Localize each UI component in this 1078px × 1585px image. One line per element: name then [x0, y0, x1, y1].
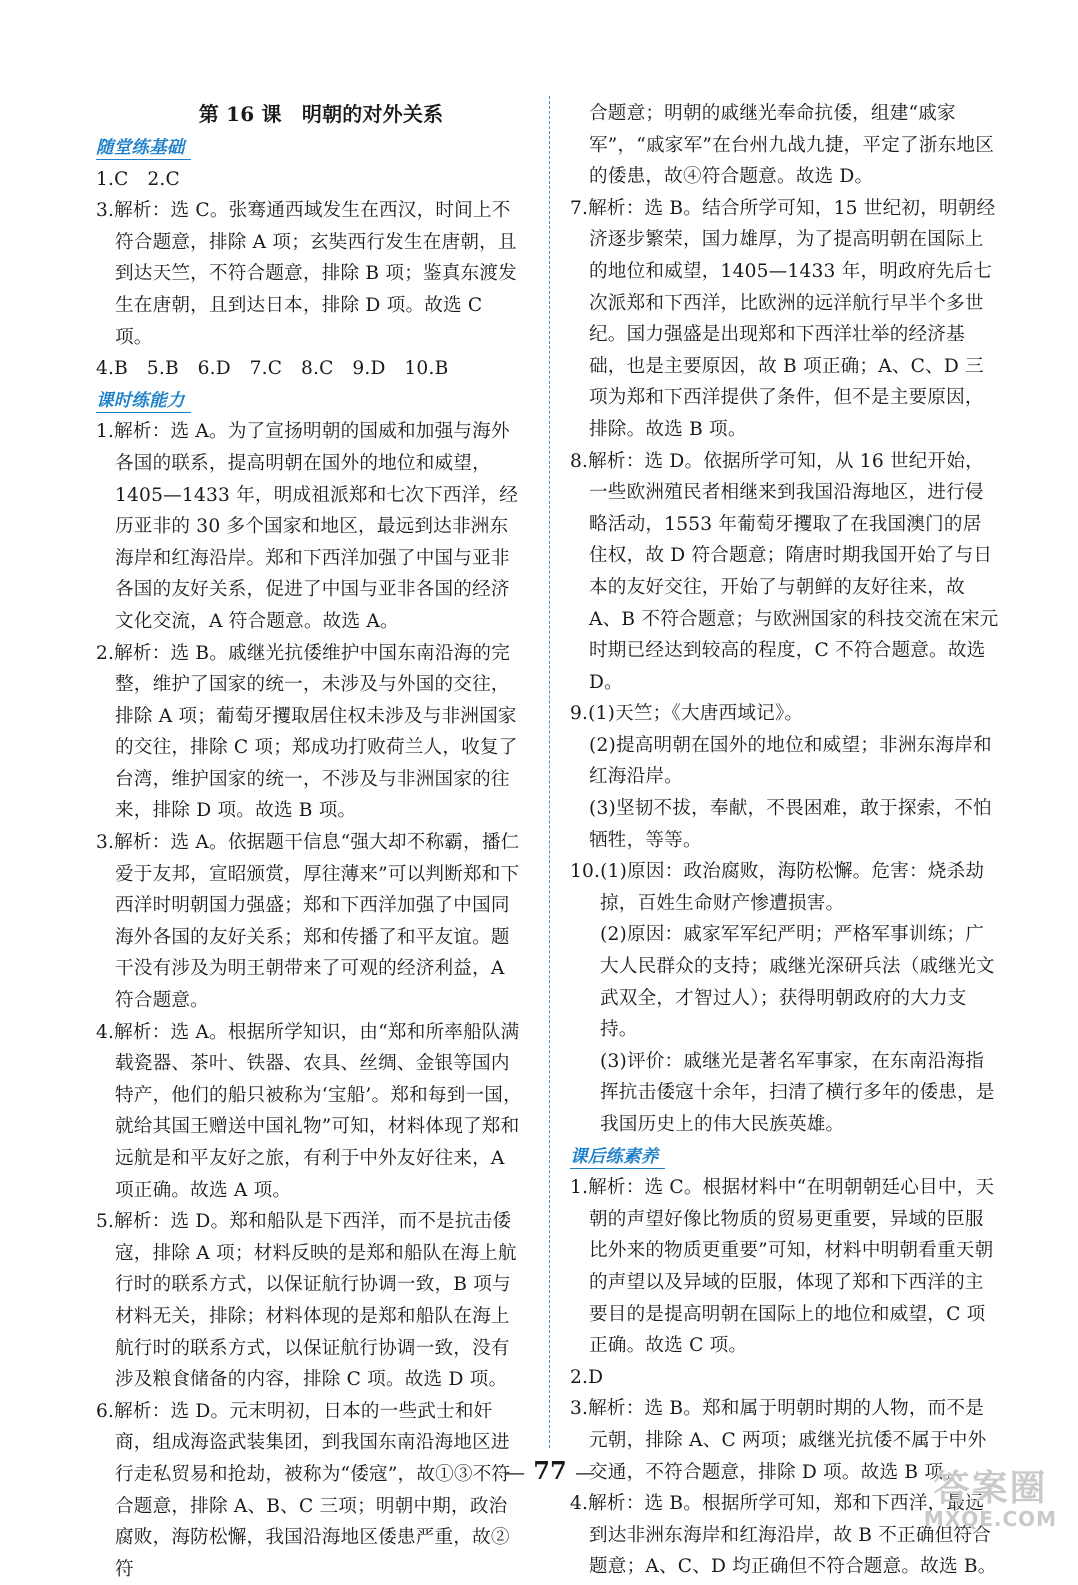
lesson-title: 第 16 课 明朝的对外关系	[198, 102, 444, 126]
answer-item: 1.C 2.C	[96, 168, 180, 190]
answer-item: 8.解析：选 D。依据所学可知，从 16 世纪开始，一些欧洲殖民者相继来到我国沿海地区，进行侵略活动，1553 年葡萄牙攫取了在我国澳门的居住权，故 D 符合题意；隋唐时期我国开始了与日本的友好交往，开始了与朝鲜的友好往来，故 A、B 不符合题意；与欧洲国家的科技交流在宋元时期已经达到较高的程度，C 不符合题意。故选 D。	[570, 450, 999, 693]
watermark-logo-text: 答案圈	[933, 1468, 1048, 1509]
answer-item: 7.解析：选 B。结合所学可知，15 世纪初，明朝经济逐步繁荣，国力雄厚，为了提高明朝在国际上的地位和威望，1405—1433 年，明政府先后七次派郑和下西洋，比欧洲的远洋航行早半个多世纪。国力强盛是出现郑和下西洋壮举的经济基础，也是主要原因，故 B 项正确；A、C、D 三项为郑和下西洋提供了条件，但不是主要原因，排除。故选 B 项。	[570, 197, 996, 440]
answer-subitem: (3)评价：戚继光是著名军事家，在东南沿海指挥抗击倭寇十余年，扫清了横行多年的倭患，是我国历史上的伟大民族英雄。	[600, 1050, 995, 1135]
page-number	[500, 1455, 600, 1488]
answer-item: 9.(1)天竺；《大唐西域记》。	[570, 703, 804, 725]
section-heading-literacy: 课后练素养	[570, 1144, 665, 1170]
answer-item: 10.(1)原因：政治腐败，海防松懈。危害：烧杀劫掠，百姓生命财产惨遭损害。	[570, 861, 985, 914]
watermark-domain: MXQE.COM	[923, 1507, 1058, 1531]
page-number-value: 77	[533, 1456, 567, 1485]
page-dash-left: —	[504, 1460, 525, 1484]
answer-continuation: 合题意；明朝的戚继光奉命抗倭，组建“戚家军”，“戚家军”在台州九战九捷，平定了浙东地区的倭患，故④符合题意。故选 D。	[589, 103, 994, 188]
column-divider	[549, 96, 550, 1448]
section-heading-ability: 课时练能力	[96, 388, 191, 414]
answer-item: 6.解析：选 D。元末明初，日本的一些武士和奸商，组成海盗武装集团，到我国东南沿海地区进行走私贸易和抢劫，被称为“倭寇”，故①③不符合题意，排除 A、B、C 三项；明朝中期，政治腐败，海防松懈，我国沿海地区倭患严重，故②符	[96, 1400, 511, 1580]
answer-item: 3.解析：选 A。依据题干信息“强大却不称霸，播仁爱于友邦，宣昭颁赏，厚往薄来”可以判断郑和下西洋时明朝国力强盛；郑和下西洋加强了中国同海外各国的友好关系；郑和传播了和平友谊。题干没有涉及为明王朝带来了可观的经济利益，A 符合题意。	[96, 832, 520, 1012]
left-column	[96, 96, 526, 1585]
section-heading-basic: 随堂练基础	[96, 135, 191, 161]
answer-item: 3.解析：选 B。郑和属于明朝时期的人物，而不是元朝，排除 A、C 两项；戚继光抗倭不属于中外交通，不符合题意，排除 D 项。故选 B 项。	[570, 1398, 987, 1483]
answer-subitem: (3)坚韧不拔，奉献，不畏困难，敢于探索，不怕牺牲，等等。	[589, 798, 992, 851]
answer-subitem: (2)提高明朝在国外的地位和威望；非洲东海岸和红海沿岸。	[589, 734, 992, 788]
answer-item: 2.解析：选 B。戚继光抗倭维护中国东南沿海的完整，维护了国家的统一，未涉及与外国的交往，排除 A 项；葡萄牙攫取居住权未涉及与非洲国家的交往，排除 C 项；郑成功打败荷兰人，收复了台湾，维护国家的统一，不涉及与非洲国家的往来，排除 D 项。故选 B 项。	[96, 642, 518, 822]
answer-item: 1.解析：选 C。根据材料中“在明朝朝廷心目中，天朝的声望好像比物质的贸易更重要，异域的臣服比外来的物质更重要”可知，材料中明朝看重天朝的声望以及异域的臣服，体现了郑和下西洋的主要目的是提高明朝在国际上的地位和威望，C 项正确。故选 C 项。	[570, 1177, 995, 1357]
right-column	[570, 98, 1000, 1583]
page-dash-right: —	[575, 1460, 596, 1484]
answer-item: 3.解析：选 C。张骞通西域发生在西汉，时间上不符合题意，排除 A 项；玄奘西行发生在唐朝，且到达天竺，不符合题意，排除 B 项；鉴真东渡发生在唐朝，且到达日本，排除 D 项。故选 C 项。	[96, 200, 517, 348]
answer-item: 4.解析：选 B。根据所学可知，郑和下西洋，最远到达非洲东海岸和红海沿岸，故 B 不正确但符合题意；A、C、D 均正确但不符合题意。故选 B。	[570, 1493, 997, 1578]
answer-item: 1.解析：选 A。为了宣扬明朝的国威和加强与海外各国的联系，提高明朝在国外的地位和威望，1405—1433 年，明成祖派郑和七次下西洋，经历亚非的 30 多个国家和地区，最远到达非洲东海岸和红海沿岸。郑和下西洋加强了中国与亚非各国的友好关系，促进了中国与亚非各国的经济文化交流，A 符合题意。故选 A。	[96, 421, 519, 632]
site-watermark	[908, 1470, 1073, 1532]
answer-item: 4.B 5.B 6.D 7.C 8.C 9.D 10.B	[96, 358, 449, 380]
answer-item: 4.解析：选 A。根据所学知识，由“郑和所率船队满载瓷器、茶叶、铁器、农具、丝绸、金银等国内特产，他们的船只被称为‘宝船’。郑和每到一国，就给其国王赠送中国礼物”可知，材料体现了郑和远航是和平友好之旅，有利于中外友好往来，A 项正确。故选 A 项。	[96, 1021, 522, 1201]
answer-subitem: (2)原因：戚家军军纪严明；严格军事训练；广大人民群众的支持；戚继光深研兵法（戚继光文武双全，才智过人）；获得明朝政府的大力支持。	[600, 924, 995, 1041]
answer-item: 5.解析：选 D。郑和船队是下西洋，而不是抗击倭寇，排除 A 项；材料反映的是郑和船队在海上航行时的联系方式，以保证航行协调一致，B 项与材料无关，排除；材料体现的是郑和船队在海上航行时的联系方式，以保证航行协调一致，没有涉及粮食储备的内容，排除 C 项。故选 D 项。	[96, 1211, 517, 1391]
answer-item: 2.D	[570, 1366, 604, 1388]
